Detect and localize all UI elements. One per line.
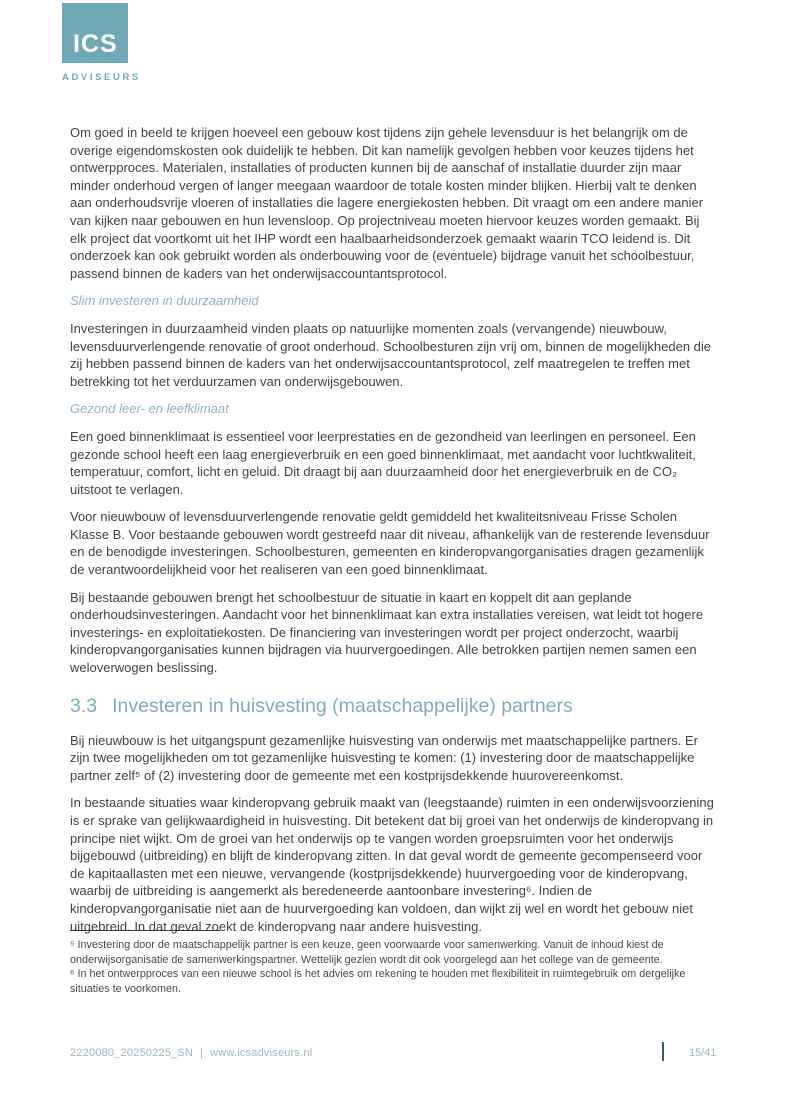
- section-number: 3.3: [70, 694, 98, 717]
- section-title: Investeren in huisvesting (maatschappelijke) partners: [112, 694, 573, 717]
- paragraph-intro: Om goed in beeld te krijgen hoeveel een gebouw kost tijdens zijn gehele levensduur is het belangrijk om de overige eigendomskosten ook duidelijk te hebben. Dit kan namelijk gevolgen hebben voor keuzes tijdens het ontwerpproces. Materialen, installaties of producten kunnen bij de aanschaf of installatie duurder zijn maar minder onderhoud vergen of langer meegaan waardoor de totale kosten minder blijken. Hierbij valt te denken aan onderhoudsvrije vloeren of installaties die lagere energiekosten hebben. Dit vraagt om een andere manier van kijken naar gebouwen en hun levensloop. Op projectniveau moeten hiervoor keuzes worden gemaakt. Bij elk project dat voortkomt uit het IHP wordt een haalbaarheidsonderzoek gemaakt waarin TCO leidend is. Dit onderzoek kan ook gebruikt worden als onderbouwing voor de (eventuele) bijdrage vanuit het schoolbestuur, passend binnen de kaders van het onderwijsaccountantsprotocol.: [70, 125, 704, 281]
- ics-logo-square: [62, 3, 128, 63]
- subheading-slim-investeren: Slim investeren in duurzaamheid: [70, 293, 259, 309]
- section-heading-3-3: [70, 693, 718, 719]
- ics-logo-text: ICS: [73, 30, 118, 58]
- footer-page-number: 15/41: [689, 1047, 717, 1059]
- paragraph-duurzaamheid: Investeringen in duurzaamheid vinden plaats op natuurlijke momenten zoals (vervangende) nieuwbouw, levensduurverlengende renovatie of groot onderhoud. Schoolbesturen zijn vrij om, binnen de mogelijkheden die zij hebben passend binnen de kaders van het onderwijsaccountantsprotocol, zelf maatregelen te treffen met betrekking tot het verduurzamen van onderwijsgebouwen.: [70, 320, 712, 389]
- paragraph-frisse-scholen: Voor nieuwbouw of levensduurverlengende renovatie geldt gemiddeld het kwaliteitsniveau Frisse Scholen Klasse B. Voor bestaande gebouwen wordt gestreefd naar dit niveau, afhankelijk van de resterende levensduur en de benodigde investeringen. Schoolbesturen, gemeenten en kinderopvangorganisaties dragen gezamenlijk de verantwoordelijkheid voor het realiseren van een goed binnenklimaat.: [70, 509, 710, 578]
- ics-logo: [62, 3, 141, 83]
- paragraph-binnenklimaat: Een goed binnenklimaat is essentieel voor leerprestaties en de gezondheid van leerlingen en personeel. Een gezonde school heeft een laag energieverbruik en een goed binnenklimaat, met aandacht voor luchtkwaliteit, temperatuur, comfort, licht en geluid. Dit draagt bij aan duurzaamheid door het energieverbruik en de CO₂ uitstoot te verlagen.: [70, 428, 696, 497]
- footnote-6: ⁶ In het ontwerpproces van een nieuwe school is het advies om rekening te houden met flexibiliteit in ruimtegebruik om dergelijke situaties te voorkomen.: [70, 968, 686, 995]
- paragraph-bestaande-situaties: In bestaande situaties waar kinderopvang gebruik maakt van (leegstaande) ruimten in een onderwijsvoorziening is er sprake van gelijkwaardigheid in huisvesting. Dit betekent dat bij groei van het onderwijs de kinderopvang in principe niet wijkt. Om de groei van het onderwijs op te vangen worden groepsruimten voor het onderwijs bijgebouwd (uitbreiding) en blijft de kinderopvang zitten. In dat geval wordt de gemeente gecompenseerd voor de kapitaallasten met een nieuwe, vervangende (kostprijsdekkende) huurvergoeding voor de kinderopvang, waarbij de uitbreiding is aangemerkt als beredeneerde aantoonbare investering⁶. Indien de kinderopvangorganisatie niet aan de huurvergoeding kan voldoen, dan wijkt zij wel en wordt het gebouw niet uitgebreid. In dat geval zoekt de kinderopvang naar andere huisvesting.: [70, 795, 714, 934]
- document-body: [70, 124, 718, 945]
- footer-doc-id: 2220080_20250225_SN: [70, 1047, 194, 1059]
- paragraph-bestaande-gebouwen: Bij bestaande gebouwen brengt het schoolbestuur de situatie in kaart en koppelt dit aan geplande onderhoudsinvesteringen. Aandacht voor het binnenklimaat kan extra installaties vereisen, wat leidt tot hogere investerings- en exploitatiekosten. De financiering van investeringen wordt per project onderzocht, waarbij kinderopvangorganisaties kunnen bijdragen via huurvergoedingen. Alle betrokken partijen nemen samen een weloverwogen beslissing.: [70, 589, 704, 676]
- footer-website: www.icsadviseurs.nl: [210, 1047, 313, 1059]
- footnote-separator-line: [70, 930, 220, 931]
- footnotes-section: [70, 930, 722, 996]
- subheading-gezond-leefklimaat: Gezond leer- en leefklimaat: [70, 401, 229, 417]
- footer-page-divider: [662, 1042, 664, 1061]
- ics-logo-subtext: ADVISEURS: [62, 72, 141, 83]
- paragraph-nieuwbouw-partners: Bij nieuwbouw is het uitgangspunt gezamenlijke huisvesting van onderwijs met maatschappelijke partners. Er zijn twee mogelijkheden om tot gezamenlijke huisvesting te komen: (1) investering door de maatschappelijke partner zelf⁵ of (2) investering door de gemeente met een kostprijsdekkende huurovereenkomst.: [70, 732, 698, 783]
- footer-left: [70, 1047, 312, 1059]
- footer-separator: |: [200, 1047, 204, 1059]
- footnote-5: ⁵ Investering door de maatschappelijk partner is een keuze, geen voorwaarde voor samenwerking. Vanuit de inhoud kiest de onderwijsorganisatie de samenwerkingspartner. Wettelijk gezien wordt dit ook voorgelegd aan het college van de gemeente.: [70, 939, 664, 966]
